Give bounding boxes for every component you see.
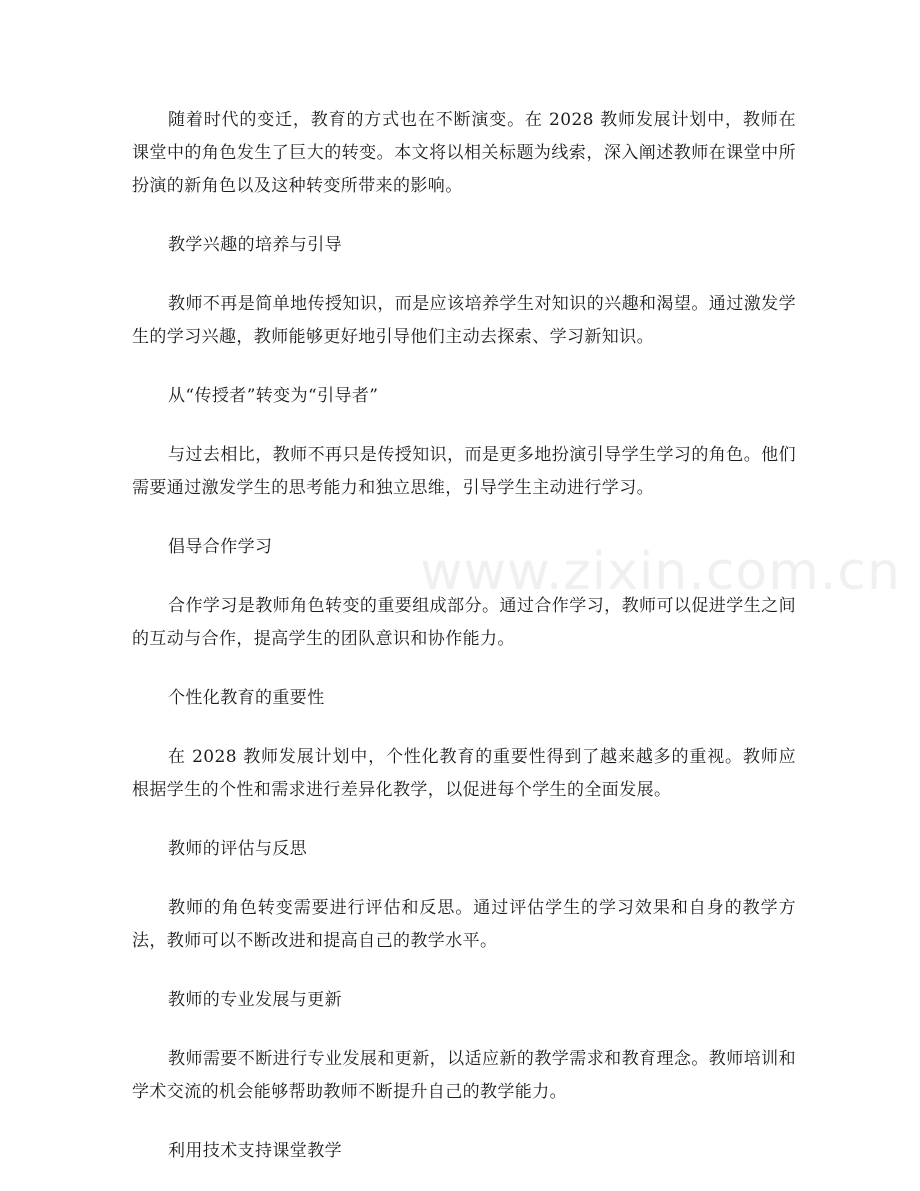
body-paragraph: 教师不再是简单地传授知识，而是应该培养学生对知识的兴趣和渴望。通过激发学生的学习兴趣，教师能够更好地引导他们主动去探索、学习新知识。 [132, 294, 796, 347]
body-paragraph: 教师需要不断进行专业发展和更新，以适应新的教学需求和教育理念。教师培训和学术交流的机会能够帮助教师不断提升自己的教学能力。 [132, 1049, 796, 1102]
intro-paragraph: 随着时代的变迁，教育的方式也在不断演变。在 2028 教师发展计划中，教师在课堂中的角色发生了巨大的转变。本文将以相关标题为线索，深入阐述教师在课堂中所扮演的新角色以及这种转变所带来的影响。 [132, 110, 796, 196]
section-heading: 倡导合作学习 [168, 537, 273, 557]
section-heading: 教师的专业发展与更新 [168, 990, 342, 1010]
section-heading: 个性化教育的重要性 [168, 688, 325, 708]
section-heading: 利用技术支持课堂教学 [168, 1141, 342, 1161]
body-paragraph: 教师的角色转变需要进行评估和反思。通过评估学生的学习效果和自身的教学方法，教师可以不断改进和提高自己的教学水平。 [132, 898, 796, 951]
document-page [132, 104, 796, 1168]
body-paragraph: 在 2028 教师发展计划中，个性化教育的重要性得到了越来越多的重视。教师应根据学生的个性和需求进行差异化教学，以促进每个学生的全面发展。 [132, 747, 796, 800]
section-heading: 从“传授者”转变为“引导者” [168, 386, 379, 406]
section-heading: 教师的评估与反思 [168, 839, 308, 859]
body-paragraph: 合作学习是教师角色转变的重要组成部分。通过合作学习，教师可以促进学生之间的互动与合作，提高学生的团队意识和协作能力。 [132, 596, 796, 649]
body-paragraph: 与过去相比，教师不再只是传授知识，而是更多地扮演引导学生学习的角色。他们需要通过激发学生的思考能力和独立思维，引导学生主动进行学习。 [132, 445, 796, 498]
section-heading: 教学兴趣的培养与引导 [168, 235, 342, 255]
watermark: www.zixin.com.cn [420, 542, 901, 602]
